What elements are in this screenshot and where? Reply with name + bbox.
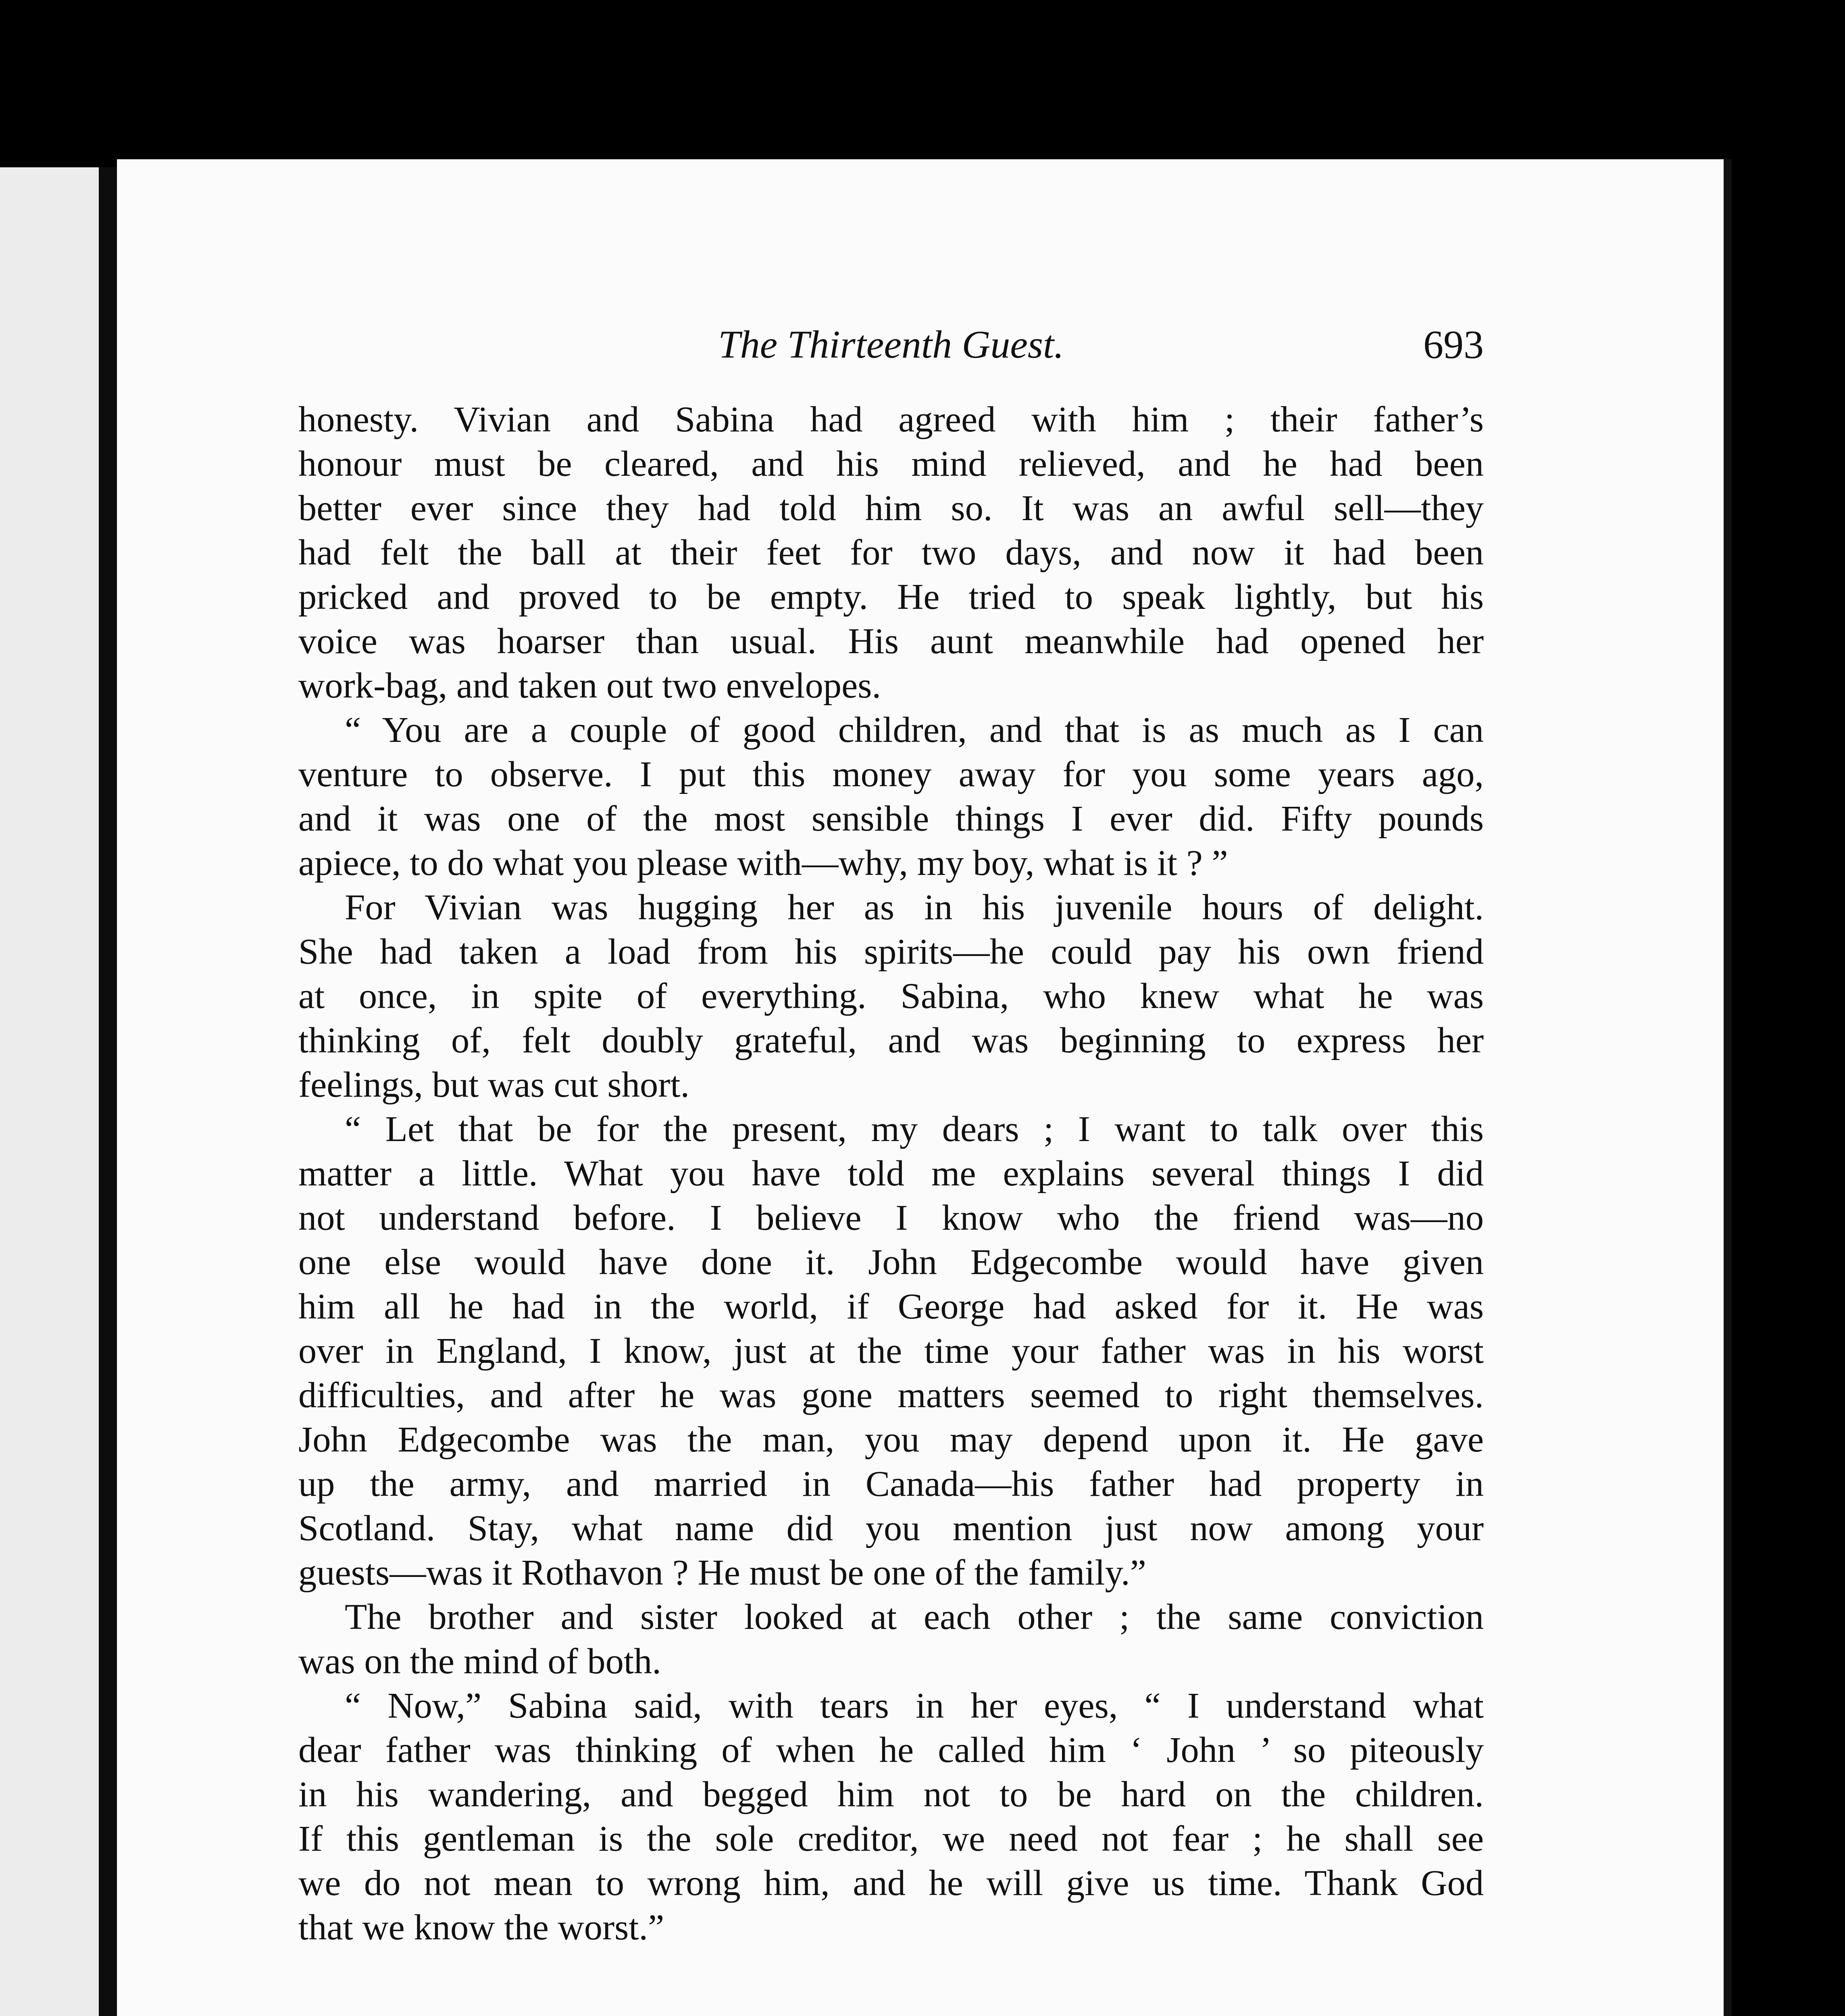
text-line: The brother and sister looked at each other ; the same conviction: [345, 1596, 1484, 1637]
text-line: and it was one of the most sensible things I ever did. Fifty pounds: [298, 798, 1484, 839]
text-line: guests—was it Rothavon ? He must be one of the family.”: [298, 1552, 1146, 1593]
facing-page-edge: [0, 167, 99, 2016]
text-line: Scotland. Stay, what name did you mention just now among your: [298, 1508, 1484, 1548]
section-gap: [298, 1949, 1484, 2016]
text-line: “ You are a couple of good children, and that is as much as I can: [345, 709, 1484, 750]
text-line: matter a little. What you have told me explains several things I did: [298, 1153, 1484, 1193]
page-number: 693: [1423, 322, 1484, 367]
text-line: over in England, I know, just at the time your father was in his worst: [298, 1330, 1484, 1371]
page-header: [298, 319, 1484, 371]
text-line: “ Now,” Sabina said, with tears in her eyes, “ I understand what: [345, 1685, 1484, 1726]
text-line: “ Let that be for the present, my dears ; I want to talk over this: [345, 1108, 1484, 1149]
text-line: one else would have done it. John Edgecombe would have given: [298, 1241, 1484, 1282]
text-line: She had taken a load from his spirits—he could pay his own friend: [298, 931, 1484, 972]
text-line: was on the mind of both.: [298, 1641, 661, 1681]
running-title: The Thirteenth Guest.: [718, 323, 1064, 367]
text-line: dear father was thinking of when he called him ‘ John ’ so piteously: [298, 1729, 1484, 1770]
text-line: thinking of, felt doubly grateful, and was beginning to express her: [298, 1020, 1484, 1060]
text-line: work-bag, and taken out two envelopes.: [298, 665, 881, 706]
text-line: voice was hoarser than usual. His aunt meanwhile had opened her: [298, 621, 1484, 661]
page-edge-shadow: [1724, 159, 1732, 2016]
text-line: If this gentleman is the sole creditor, we need not fear ; he shall see: [298, 1818, 1484, 1859]
text-line: him all he had in the world, if George had asked for it. He was: [298, 1286, 1484, 1327]
text-line: honour must be cleared, and his mind relieved, and he had been: [298, 443, 1484, 484]
text-line: John Edgecombe was the man, you may depend upon it. He gave: [298, 1419, 1484, 1460]
text-line: apiece, to do what you please with—why, my boy, what is it ? ”: [298, 842, 1228, 883]
text-line: feelings, but was cut short.: [298, 1064, 690, 1105]
text-line: up the army, and married in Canada—his father had property in: [298, 1463, 1484, 1504]
text-line: better ever since they had told him so. It was an awful sell—they: [298, 487, 1484, 528]
text-line: difficulties, and after he was gone matters seemed to right themselves.: [298, 1375, 1484, 1415]
text-line: we do not mean to wrong him, and he will give us time. Thank God: [298, 1862, 1484, 1903]
text-line: at once, in spite of everything. Sabina, who knew what he was: [298, 975, 1484, 1016]
text-line: pricked and proved to be empty. He tried to speak lightly, but his: [298, 576, 1484, 617]
text-line: venture to observe. I put this money away for you some years ago,: [298, 754, 1484, 794]
text-line: For Vivian was hugging her as in his juvenile hours of delight.: [345, 887, 1484, 927]
text-line: not understand before. I believe I know who the friend was—no: [298, 1197, 1484, 1238]
text-line: that we know the worst.”: [298, 1907, 664, 1947]
body-text: [298, 397, 1484, 2016]
text-line: in his wandering, and begged him not to be hard on the children.: [298, 1774, 1484, 1814]
text-line: honesty. Vivian and Sabina had agreed with him ; their father’s: [298, 399, 1484, 439]
text-line: had felt the ball at their feet for two days, and now it had been: [298, 532, 1484, 573]
